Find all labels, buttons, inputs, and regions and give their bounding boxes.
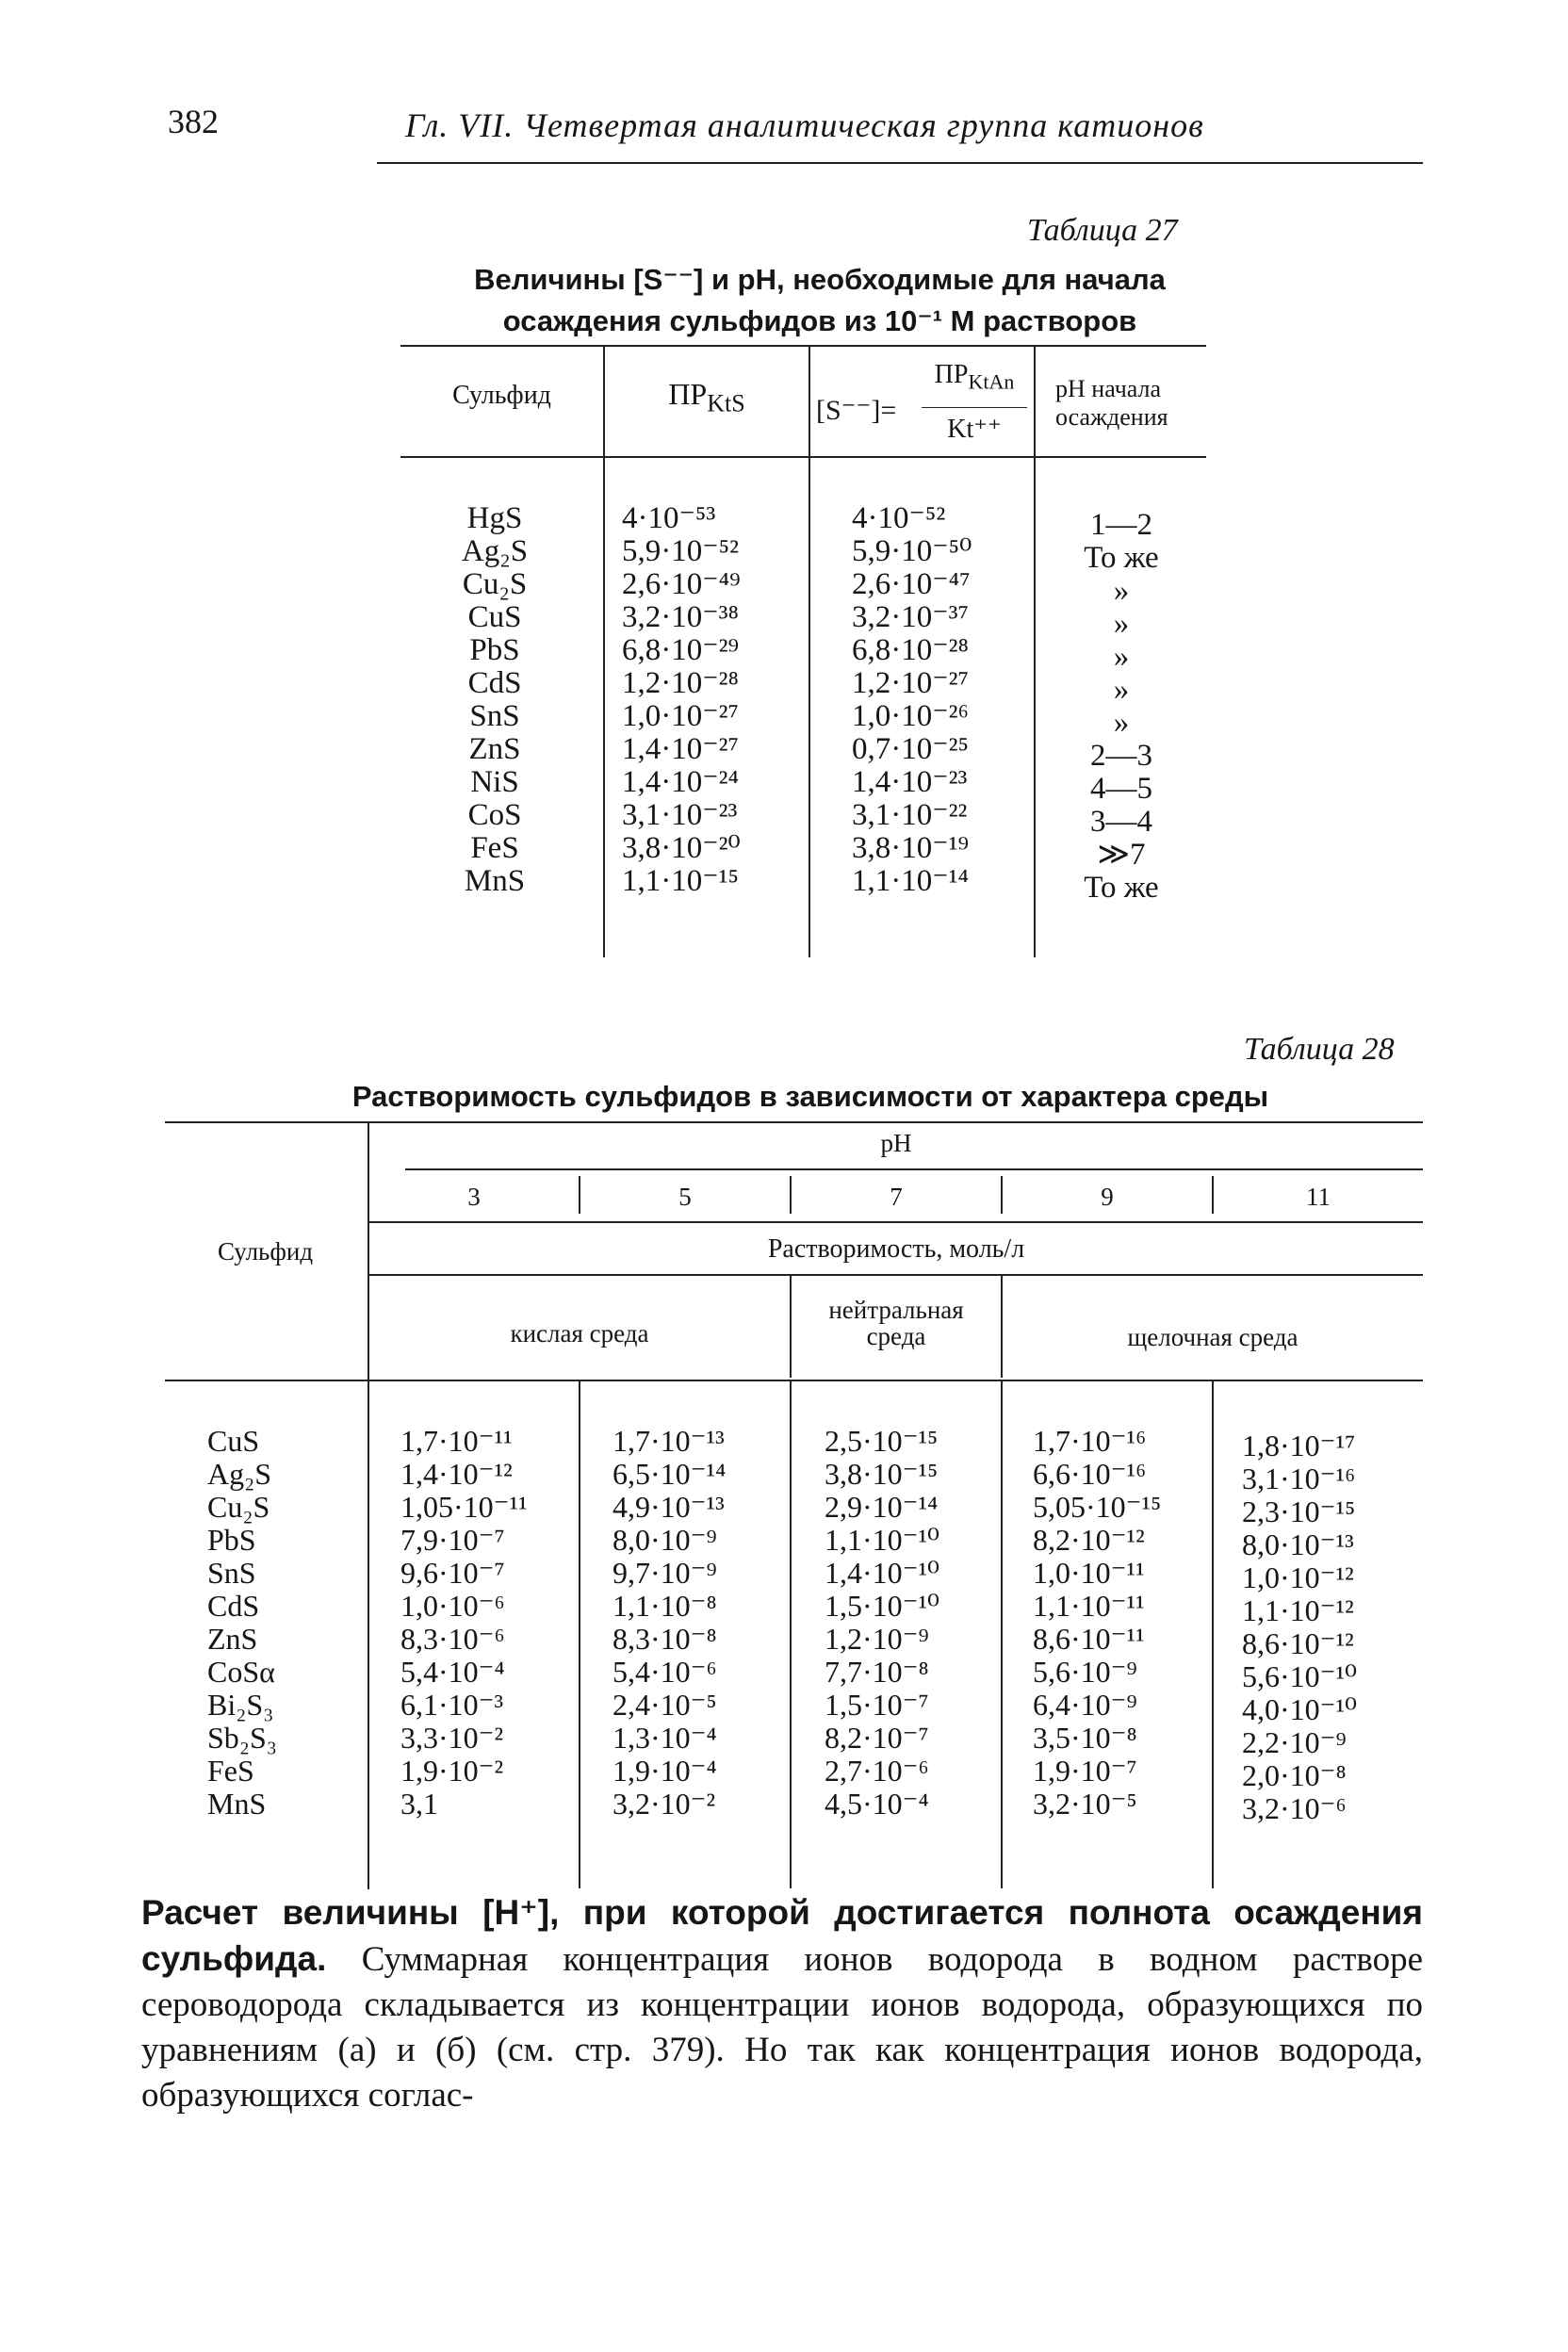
table27-divider (603, 345, 605, 957)
table28-ph11-cell: 8,6·10⁻¹² (1242, 1626, 1354, 1660)
table27-title-line1: Величины [S⁻⁻] и pH, необходимые для начала (474, 263, 1166, 296)
table28-header-neutral: нейтральная среда (828, 1296, 964, 1350)
table28-ph-values-rule (369, 1221, 1423, 1223)
table27-s-cell: 1,2·10⁻²⁷ (852, 666, 970, 700)
table28-sulfide-cell: CdS (207, 1589, 260, 1623)
table27-col-sulfide (443, 502, 547, 898)
table27-sulfide-cell: CuS (467, 600, 522, 634)
table28-header-alkaline: щелочная среда (1127, 1323, 1298, 1351)
table28-header-ph: pH (880, 1129, 912, 1157)
table27-ph-cell: » (1113, 640, 1130, 674)
table28-col-ph11 (1242, 1429, 1419, 1825)
table28-ph9-cell: 5,6·10⁻⁹ (1033, 1655, 1137, 1689)
table28-ph5-cell: 8,3·10⁻⁸ (612, 1622, 717, 1656)
table28-col-ph3 (400, 1425, 575, 1821)
table28-ph11-cell: 1,8·10⁻¹⁷ (1242, 1429, 1356, 1462)
table28-title: Растворимость сульфидов в зависимости от характера среды (351, 1080, 1269, 1113)
table28-ph9-cell: 8,2·10⁻¹² (1033, 1523, 1145, 1557)
table28-col-ph9 (1033, 1425, 1210, 1821)
table28-ph3-cell: 6,1·10⁻³ (400, 1688, 504, 1722)
table27-ph-cell: » (1113, 607, 1130, 641)
table27-pr-cell: 5,9·10⁻⁵² (622, 534, 740, 568)
table28-ph5-cell: 4,9·10⁻¹³ (612, 1490, 725, 1524)
table28-sulfide-cell: Sb₂S₃ (207, 1721, 277, 1755)
table27-header-s-numerator: $ПР_{KtAn}$ (934, 360, 1015, 394)
table28-ph11-cell: 2,0·10⁻⁸ (1242, 1758, 1347, 1792)
table28-sulfide-cell: Bi₂S₃ (207, 1688, 274, 1722)
table27-s-cell: 1,4·10⁻²³ (852, 765, 968, 799)
table27-s-cell: 1,1·10⁻¹⁴ (852, 864, 970, 898)
table28-ph9-cell: 8,6·10⁻¹¹ (1033, 1622, 1145, 1656)
table28-ph5-cell: 1,1·10⁻⁸ (612, 1589, 717, 1623)
table28-ph7-cell: 2,5·10⁻¹⁵ (825, 1424, 939, 1458)
table28-sulfide-cell: SnS (207, 1556, 256, 1590)
table28-ph3-cell: 1,7·10⁻¹¹ (400, 1424, 513, 1458)
table28-ph5-cell: 9,7·10⁻⁹ (612, 1556, 717, 1590)
table28-ph11-cell: 3,1·10⁻¹⁶ (1242, 1462, 1356, 1495)
table27-ph-cell: 3—4 (1090, 805, 1152, 839)
table27-title-line2: осаждения сульфидов из 10⁻¹ М растворов (502, 304, 1137, 337)
table28-solubility-rule (369, 1274, 1423, 1276)
table27-col-pr (622, 502, 801, 898)
table28-ph11-cell: 1,0·10⁻¹² (1242, 1560, 1354, 1594)
table28-divider (790, 1380, 792, 1888)
table28-ph3-cell: 1,9·10⁻² (400, 1754, 504, 1788)
table28-ph5-cell: 1,9·10⁻⁴ (612, 1754, 717, 1788)
table28-col-sulfide (207, 1425, 349, 1821)
table28-sulfide-cell: CuS (207, 1424, 260, 1458)
table27-s-cell: 3,1·10⁻²² (852, 798, 968, 832)
table28-ph11-cell: 3,2·10⁻⁶ (1242, 1791, 1347, 1825)
table27-ph-cell: » (1113, 673, 1130, 707)
table28-ph7-cell: 1,1·10⁻¹⁰ (825, 1523, 939, 1557)
table28-ph7-cell: 4,5·10⁻⁴ (825, 1787, 929, 1821)
running-head: Гл. VII. Четвертая аналитическая группа катионов (405, 106, 1204, 144)
table28-ph9-cell: 1,9·10⁻⁷ (1033, 1754, 1137, 1788)
table28-ph3-cell: 5,4·10⁻⁴ (400, 1655, 505, 1689)
table28-sulfide-cell: MnS (207, 1787, 267, 1821)
table28-ph7-cell: 2,7·10⁻⁶ (825, 1754, 929, 1788)
table28-ph5-cell: 3,2·10⁻² (612, 1787, 716, 1821)
table27-s-cell: 6,8·10⁻²⁸ (852, 633, 970, 667)
table27-ph-cell: То же (1084, 871, 1159, 905)
table27-header-ph: pH начала осаждения (1055, 375, 1168, 431)
table28-ph11-cell: 1,1·10⁻¹² (1242, 1593, 1354, 1627)
table28-divider (1001, 1380, 1003, 1888)
table27-col-ph (1046, 509, 1197, 905)
table27-ph-cell: 1—2 (1090, 508, 1152, 542)
table28-ph7-cell: 7,7·10⁻⁸ (825, 1655, 929, 1689)
table27-pr-cell: 1,1·10⁻¹⁵ (622, 864, 740, 898)
table28-ph5-cell: 1,3·10⁻⁴ (612, 1721, 717, 1755)
table28-label: Таблица 28 (1244, 1032, 1395, 1067)
table28-sulfide-cell: Ag₂S (207, 1457, 272, 1491)
table28-divider (1212, 1176, 1214, 1214)
table27-pr-cell: 4·10⁻⁵³ (622, 501, 716, 535)
table28-ph7-cell: 8,2·10⁻⁷ (825, 1721, 929, 1755)
table28-ph9-cell: 3,2·10⁻⁵ (1033, 1787, 1137, 1821)
table27-s-cell: 5,9·10⁻⁵⁰ (852, 534, 972, 568)
table27-header-pr: $ПР_{KtS}$ (668, 377, 745, 417)
table28-header-acid: кислая среда (510, 1319, 649, 1348)
table28-header-rule (165, 1380, 1423, 1381)
table27-pr-cell: 3,1·10⁻²³ (622, 798, 738, 832)
table28-header-ph11: 11 (1306, 1183, 1331, 1211)
table28-divider (1212, 1380, 1214, 1888)
table27-pr-cell: 1,2·10⁻²⁸ (622, 666, 740, 700)
table27-divider (1034, 345, 1036, 957)
table27-s-cell: 1,0·10⁻²⁶ (852, 699, 970, 733)
table28-ph3-cell: 1,4·10⁻¹² (400, 1457, 513, 1491)
table28-header-ph5: 5 (678, 1183, 692, 1211)
table28-col-ph5 (612, 1425, 787, 1821)
table28-ph11-cell: 8,0·10⁻¹³ (1242, 1527, 1354, 1561)
table27-ph-cell: » (1113, 706, 1130, 740)
table27-divider (808, 345, 810, 957)
table28-sulfide-cell: FeS (207, 1754, 254, 1788)
table28-ph3-cell: 3,3·10⁻² (400, 1721, 504, 1755)
paragraph-text: Суммарная концентрация ионов водорода в водном растворе сероводорода складывается из концентрации ионов водорода, образующихся по уравнениям (а) и (б) (см. стр. 379). Но так как концентрация ионов водорода, образующихся соглас- (141, 1940, 1423, 2115)
table28-ph7-cell: 1,5·10⁻⁷ (825, 1688, 929, 1722)
table27-label: Таблица 27 (1027, 213, 1178, 248)
table28-ph5-cell: 5,4·10⁻⁶ (612, 1655, 717, 1689)
table27-s-cell: 4·10⁻⁵² (852, 501, 946, 535)
table27-pr-cell: 2,6·10⁻⁴⁹ (622, 567, 741, 601)
table28-divider (579, 1176, 580, 1214)
table28-ph11-cell: 2,2·10⁻⁹ (1242, 1725, 1347, 1759)
table28-ph7-cell: 1,5·10⁻¹⁰ (825, 1589, 939, 1623)
table27-fraction-bar (922, 407, 1027, 408)
table28-ph5-cell: 1,7·10⁻¹³ (612, 1424, 725, 1458)
table28-divider (1001, 1176, 1003, 1214)
table28-ph9-cell: 1,1·10⁻¹¹ (1033, 1589, 1145, 1623)
table27-ph-cell: 2—3 (1090, 739, 1152, 773)
table27-s-cell: 0,7·10⁻²⁵ (852, 732, 970, 766)
table28-ph9-cell: 1,7·10⁻¹⁶ (1033, 1424, 1147, 1458)
table28-ph3-cell: 8,3·10⁻⁶ (400, 1622, 505, 1656)
header-rule (377, 162, 1423, 164)
table28-sulfide-cell: Cu₂S (207, 1490, 270, 1524)
body-paragraph (141, 1890, 1423, 2118)
table27-pr-cell: 1,4·10⁻²⁴ (622, 765, 740, 799)
table27-pr-cell: 1,0·10⁻²⁷ (622, 699, 740, 733)
table27-ph-cell: То же (1084, 541, 1159, 575)
table28-sulfide-cell: CoSα (207, 1655, 275, 1689)
table28-divider (579, 1380, 580, 1888)
table27-header-rule (400, 456, 1206, 458)
table28-ph3-cell: 3,1 (400, 1787, 438, 1821)
table28-header-solubility: Растворимость, моль/л (767, 1234, 1025, 1264)
table28-header-ph7: 7 (890, 1183, 903, 1211)
table28-ph3-cell: 1,0·10⁻⁶ (400, 1589, 505, 1623)
table27-sulfide-cell: CdS (467, 666, 522, 700)
table28-ph3-cell: 7,9·10⁻⁷ (400, 1523, 505, 1557)
table28-ph11-cell: 5,6·10⁻¹⁰ (1242, 1659, 1357, 1693)
table27-pr-cell: 3,2·10⁻³⁸ (622, 600, 740, 634)
table28-col-ph7 (825, 1425, 999, 1821)
table28-ph5-cell: 8,0·10⁻⁹ (612, 1523, 717, 1557)
table27-header-sulfide: Сульфид (452, 381, 551, 410)
table28-ph3-cell: 9,6·10⁻⁷ (400, 1556, 505, 1590)
table28-ph3-cell: 1,05·10⁻¹¹ (400, 1490, 528, 1524)
table27-pr-cell: 6,8·10⁻²⁹ (622, 633, 740, 667)
table27-sulfide-cell: CoS (467, 798, 522, 832)
table28-ph7-cell: 1,2·10⁻⁹ (825, 1622, 929, 1656)
table28-ph-rule (405, 1168, 1423, 1170)
table28-ph9-cell: 5,05·10⁻¹⁵ (1033, 1490, 1162, 1524)
table27-ph-cell: 4—5 (1090, 772, 1152, 806)
table27-sulfide-cell: SnS (469, 699, 520, 733)
table28-ph9-cell: 3,5·10⁻⁸ (1033, 1721, 1137, 1755)
table28-divider (790, 1176, 792, 1214)
table27-sulfide-cell: NiS (470, 765, 519, 799)
table28-sulfide-cell: PbS (207, 1523, 256, 1557)
table27-s-cell: 2,6·10⁻⁴⁷ (852, 567, 971, 601)
table28-header-ph3: 3 (467, 1183, 481, 1211)
table27-s-cell: 3,2·10⁻³⁷ (852, 600, 970, 634)
paragraph-heading: Расчет величины [H⁺], при которой достигается полнота осаждения сульфида. (141, 1893, 1423, 1978)
table27-header-s-left: [S⁻⁻]= (816, 395, 897, 426)
table27-sulfide-cell: MnS (464, 864, 526, 898)
table27-sulfide-cell: HgS (466, 501, 523, 535)
table27-sulfide-cell: Ag₂S (461, 534, 529, 568)
table28-ph11-cell: 2,3·10⁻¹⁵ (1242, 1494, 1356, 1528)
table28-ph7-cell: 3,8·10⁻¹⁵ (825, 1457, 939, 1491)
table28-ph9-cell: 6,4·10⁻⁹ (1033, 1688, 1137, 1722)
table28-ph9-cell: 1,0·10⁻¹¹ (1033, 1556, 1145, 1590)
table28-ph7-cell: 2,9·10⁻¹⁴ (825, 1490, 939, 1524)
table27-sulfide-cell: ZnS (468, 732, 521, 766)
table27-sulfide-cell: PbS (469, 633, 520, 667)
table27-title (396, 259, 1244, 342)
table27-top-rule (400, 345, 1206, 347)
table28-ph5-cell: 6,5·10⁻¹⁴ (612, 1457, 727, 1491)
table27-header-s-denominator: Kt⁺⁺ (947, 415, 1002, 444)
table28-top-rule (165, 1121, 1423, 1123)
table28-header-ph9: 9 (1101, 1183, 1114, 1211)
table28-ph5-cell: 2,4·10⁻⁵ (612, 1688, 717, 1722)
table28-header-sulfide: Сульфид (217, 1237, 314, 1266)
page-number: 382 (168, 103, 219, 140)
table27-sulfide-cell: FeS (470, 831, 519, 865)
table27-ph-cell: » (1113, 574, 1130, 608)
table27-col-s (852, 502, 1031, 898)
table27-sulfide-cell: Cu₂S (462, 567, 528, 601)
table28-ph9-cell: 6,6·10⁻¹⁶ (1033, 1457, 1147, 1491)
table28-sulfide-cell: ZnS (207, 1622, 258, 1656)
table28-ph7-cell: 1,4·10⁻¹⁰ (825, 1556, 939, 1590)
table27-s-cell: 3,8·10⁻¹⁹ (852, 831, 970, 865)
table28-ph11-cell: 4,0·10⁻¹⁰ (1242, 1692, 1357, 1726)
table27-pr-cell: 3,8·10⁻²⁰ (622, 831, 741, 865)
table27-ph-cell: ≫7 (1097, 838, 1146, 872)
table27-pr-cell: 1,4·10⁻²⁷ (622, 732, 740, 766)
